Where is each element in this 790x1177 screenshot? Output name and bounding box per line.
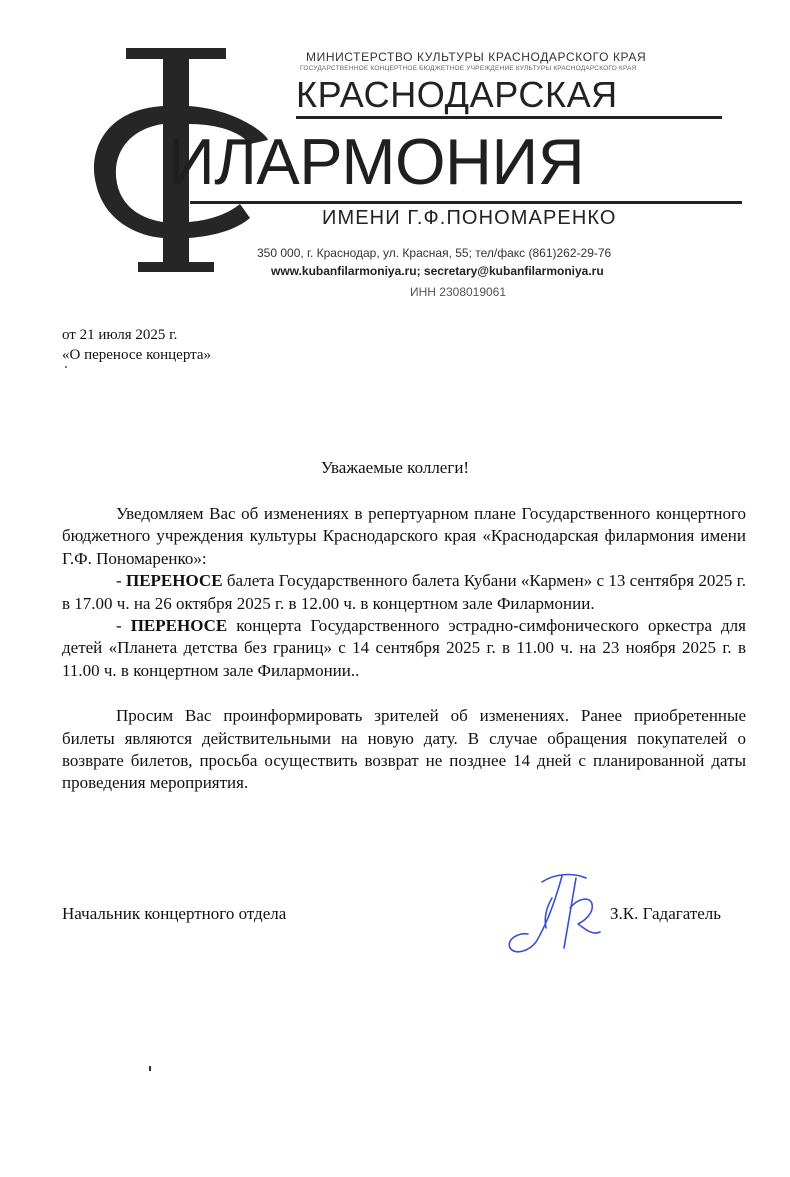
org-name-line1: КРАСНОДАРСКАЯ [296,74,618,115]
signatory-title: Начальник концертного отдела [62,904,287,923]
letterhead [0,0,790,310]
letter-date: от 21 июля 2025 г. [62,327,178,343]
letter-meta [62,325,211,365]
org-inn: ИНН 2308019061 [410,285,507,299]
letter-body [62,503,746,795]
signatory-name: З.К. Гадагатель [610,904,722,923]
org-web-contacts: www.kubanfilarmoniya.ru; secretary@kubanfilarmoniya.ru [271,264,604,278]
org-address: 350 000, г. Краснодар, ул. Красная, 55; тел/факс (861)262-29-76 [257,246,612,260]
item-2-emphasis: ПЕРЕНОСЕ [130,616,228,636]
org-name-line3: ИМЕНИ Г.Ф.ПОНОМАРЕНКО [322,207,617,229]
letterhead-rule-top [296,116,722,119]
body-item-2: - ПЕРЕНОСЕ концерта Государственного эстрадно-симфонического оркестра для детей «Планета детства без границ» с 14 сентября 2025 г. в 11.00 ч. на 23 ноября 2025 г. в 11.00 ч. в концертном зале Филармонии.. [62,616,746,680]
body-item-1: - ПЕРЕНОСЕ балета Государственного балета Кубани «Кармен» с 13 сентября 2025 г. в 17.00 ч. на 26 октября 2025 г. в 12.00 ч. в концертном зале Филармонии. [62,571,746,613]
scan-speck [149,1066,151,1071]
greeting: Уважаемые коллеги! [320,458,470,477]
letterhead-rule-bottom [190,201,742,204]
body-closing: Просим Вас проинформировать зрителей об изменениях. Ранее приобретенные билеты являются действительными на новую дату. В случае обращения покупателей о возврате билетов, просьба осуществить возврат не позднее 14 дней с планированной даты проведения мероприятия. [62,706,746,793]
org-name-line2: ИЛАРМОНИЯ [168,125,585,198]
ministry-name: МИНИСТЕРСТВО КУЛЬТУРЫ КРАСНОДАРСКОГО КРАЯ [306,50,647,64]
ministry-subtitle: ГОСУДАРСТВЕННОЕ КОНЦЕРТНОЕ БЮДЖЕТНОЕ УЧРЕЖДЕНИЕ КУЛЬТУРЫ КРАСНОДАРСКОГО КРАЯ [300,65,637,72]
item-1-emphasis: ПЕРЕНОСЕ [125,571,223,591]
scan-speck [65,366,67,368]
letter-subject: «О переносе концерта» [62,347,212,363]
body-intro: Уведомляем Вас об изменениях в репертуарном плане Государственного концертного бюджетного учреждения культуры Краснодарского края «Краснодарская филармония имени Г.Ф. Пономаренко»: [62,504,746,568]
handwritten-signature-icon [502,868,608,958]
